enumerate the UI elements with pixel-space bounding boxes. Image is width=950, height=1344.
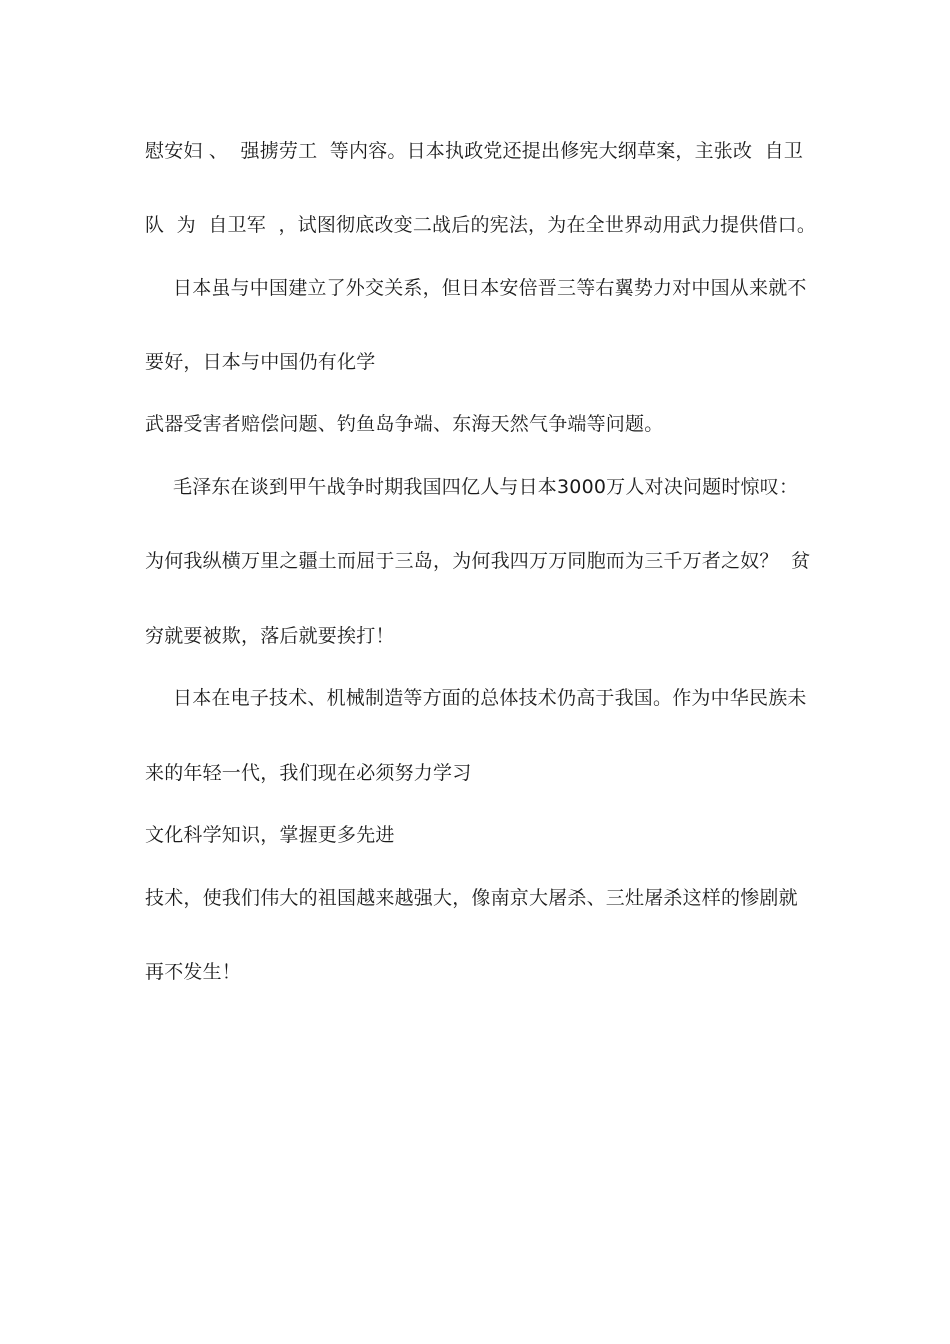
paragraph-start-line: 毛泽东在谈到甲午战争时期我国四亿人与日本3000万人对决问题时惊叹：: [173, 476, 799, 498]
text-line: 武器受害者赔偿问题、钓鱼岛争端、东海天然气争端等问题。: [145, 413, 664, 435]
text-line: 为何我纵横万里之疆土而屈于三岛，为何我四万万同胞而为三千万者之奴？ 贫: [145, 550, 811, 572]
text-line: 技术，使我们伟大的祖国越来越强大，像南京大屠杀、三灶屠杀这样的惨剧就: [145, 887, 798, 909]
text-line: 队 为 自卫军 ，试图彻底改变二战后的宪法，为在全世界动用武力提供借口。: [145, 214, 817, 236]
text-line: 穷就要被欺，落后就要挨打！: [145, 625, 395, 647]
text-line: 慰安妇 、 强掳劳工 等内容。日本执政党还提出修宪大纲草案，主张改 自卫: [145, 140, 804, 162]
text-line: 文化科学知识，掌握更多先进: [145, 824, 395, 846]
text-line: 来的年轻一代，我们现在必须努力学习: [145, 762, 472, 784]
text-line: 再不发生！: [145, 961, 242, 983]
paragraph-start-line: 日本虽与中国建立了外交关系，但日本安倍晋三等右翼势力对中国从来就不: [173, 277, 807, 299]
paragraph-start-line: 日本在电子技术、机械制造等方面的总体技术仍高于我国。作为中华民族未: [173, 687, 807, 709]
text-line: 要好，日本与中国仍有化学: [145, 351, 376, 373]
